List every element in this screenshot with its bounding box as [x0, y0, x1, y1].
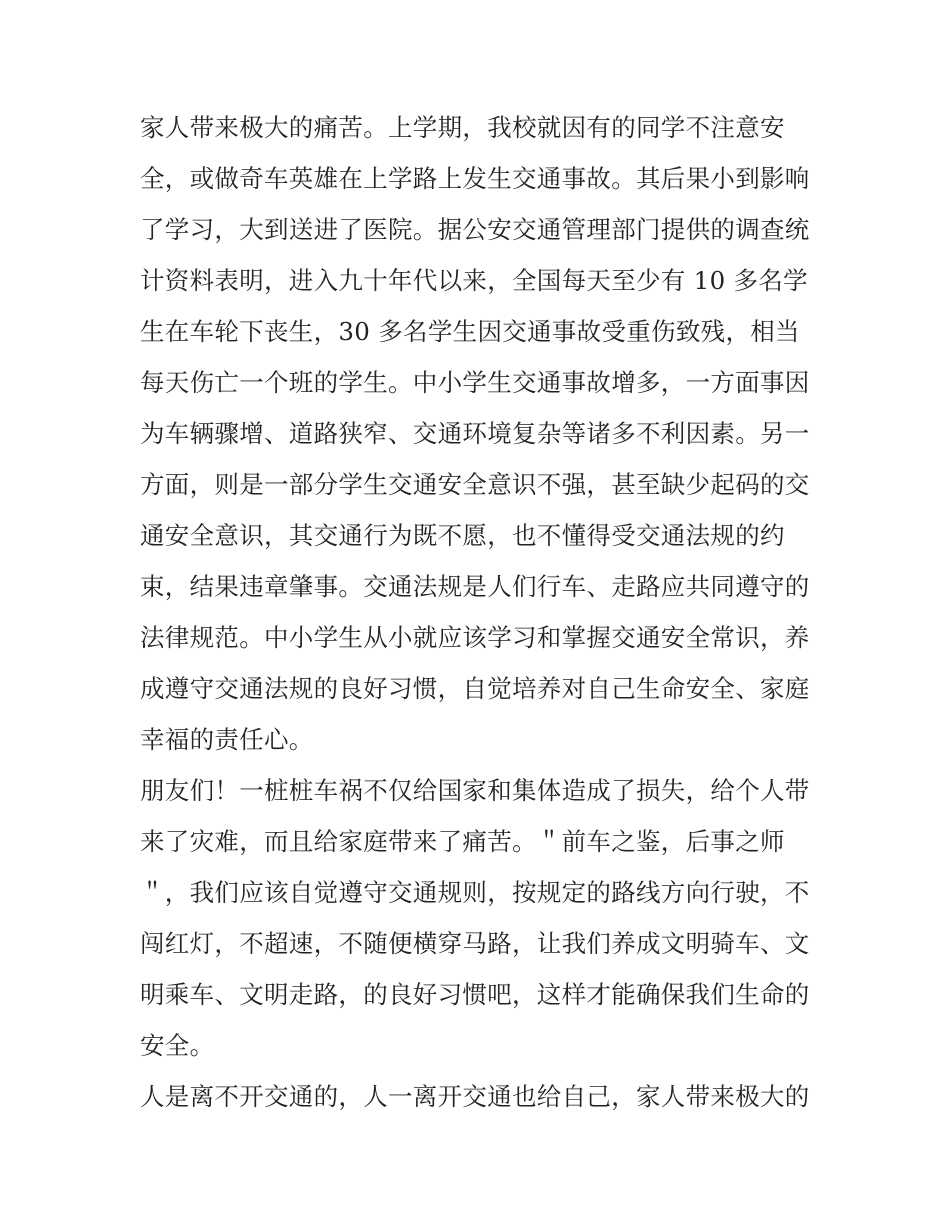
text-line: 家人带来极大的痛苦。上学期，我校就因有的同学不注意安 — [140, 113, 785, 142]
text-line: 方面，则是一部分学生交通安全意识不强，甚至缺少起码的交 — [140, 470, 810, 499]
text-line: 安全。 — [140, 1031, 215, 1060]
paragraph-3 — [140, 1071, 820, 1122]
text-line: 束，结果违章肇事。交通法规是人们行车、走路应共同遵守的 — [140, 572, 810, 601]
text-line: 每天伤亡一个班的学生。中小学生交通事故增多，一方面事因 — [140, 368, 810, 397]
text-line: 生在车轮下丧生，30 多名学生因交通事故受重伤致残，相当 — [140, 317, 800, 346]
text-line: 为车辆骤增、道路狭窄、交通环境复杂等诸多不利因素。另一 — [140, 419, 810, 448]
text-line: 通安全意识，其交通行为既不愿，也不懂得受交通法规的约 — [140, 521, 785, 550]
text-line: 闯红灯，不超速，不随便横穿马路，让我们养成文明骑车、文 — [140, 929, 810, 958]
text-line: 来了灾难，而且给家庭带来了痛苦。＂前车之鉴，后事之师 — [140, 827, 785, 856]
document-body — [140, 102, 820, 1122]
text-line: ＂，我们应该自觉遵守交通规则，按规定的路线方向行驶，不 — [140, 878, 810, 907]
text-line: 成遵守交通法规的良好习惯，自觉培养对自己生命安全、家庭 — [140, 674, 810, 703]
text-line: 人是离不开交通的，人一离开交通也给自己，家人带来极大的 — [140, 1082, 810, 1111]
text-line: 朋友们！一桩桩车祸不仅给国家和集体造成了损失，给个人带 — [140, 776, 810, 805]
text-line: 了学习，大到送进了医院。据公安交通管理部门提供的调查统 — [140, 215, 810, 244]
paragraph-2 — [140, 765, 820, 1071]
text-line: 计资料表明，进入九十年代以来，全国每天至少有 10 多名学 — [140, 266, 808, 295]
text-line: 明乘车、文明走路，的良好习惯吧，这样才能确保我们生命的 — [140, 980, 810, 1009]
text-line: 全，或做奇车英雄在上学路上发生交通事故。其后果小到影响 — [140, 164, 810, 193]
text-line: 幸福的责任心。 — [140, 725, 314, 754]
paragraph-1 — [140, 102, 820, 765]
text-line: 法律规范。中小学生从小就应该学习和掌握交通安全常识，养 — [140, 623, 810, 652]
